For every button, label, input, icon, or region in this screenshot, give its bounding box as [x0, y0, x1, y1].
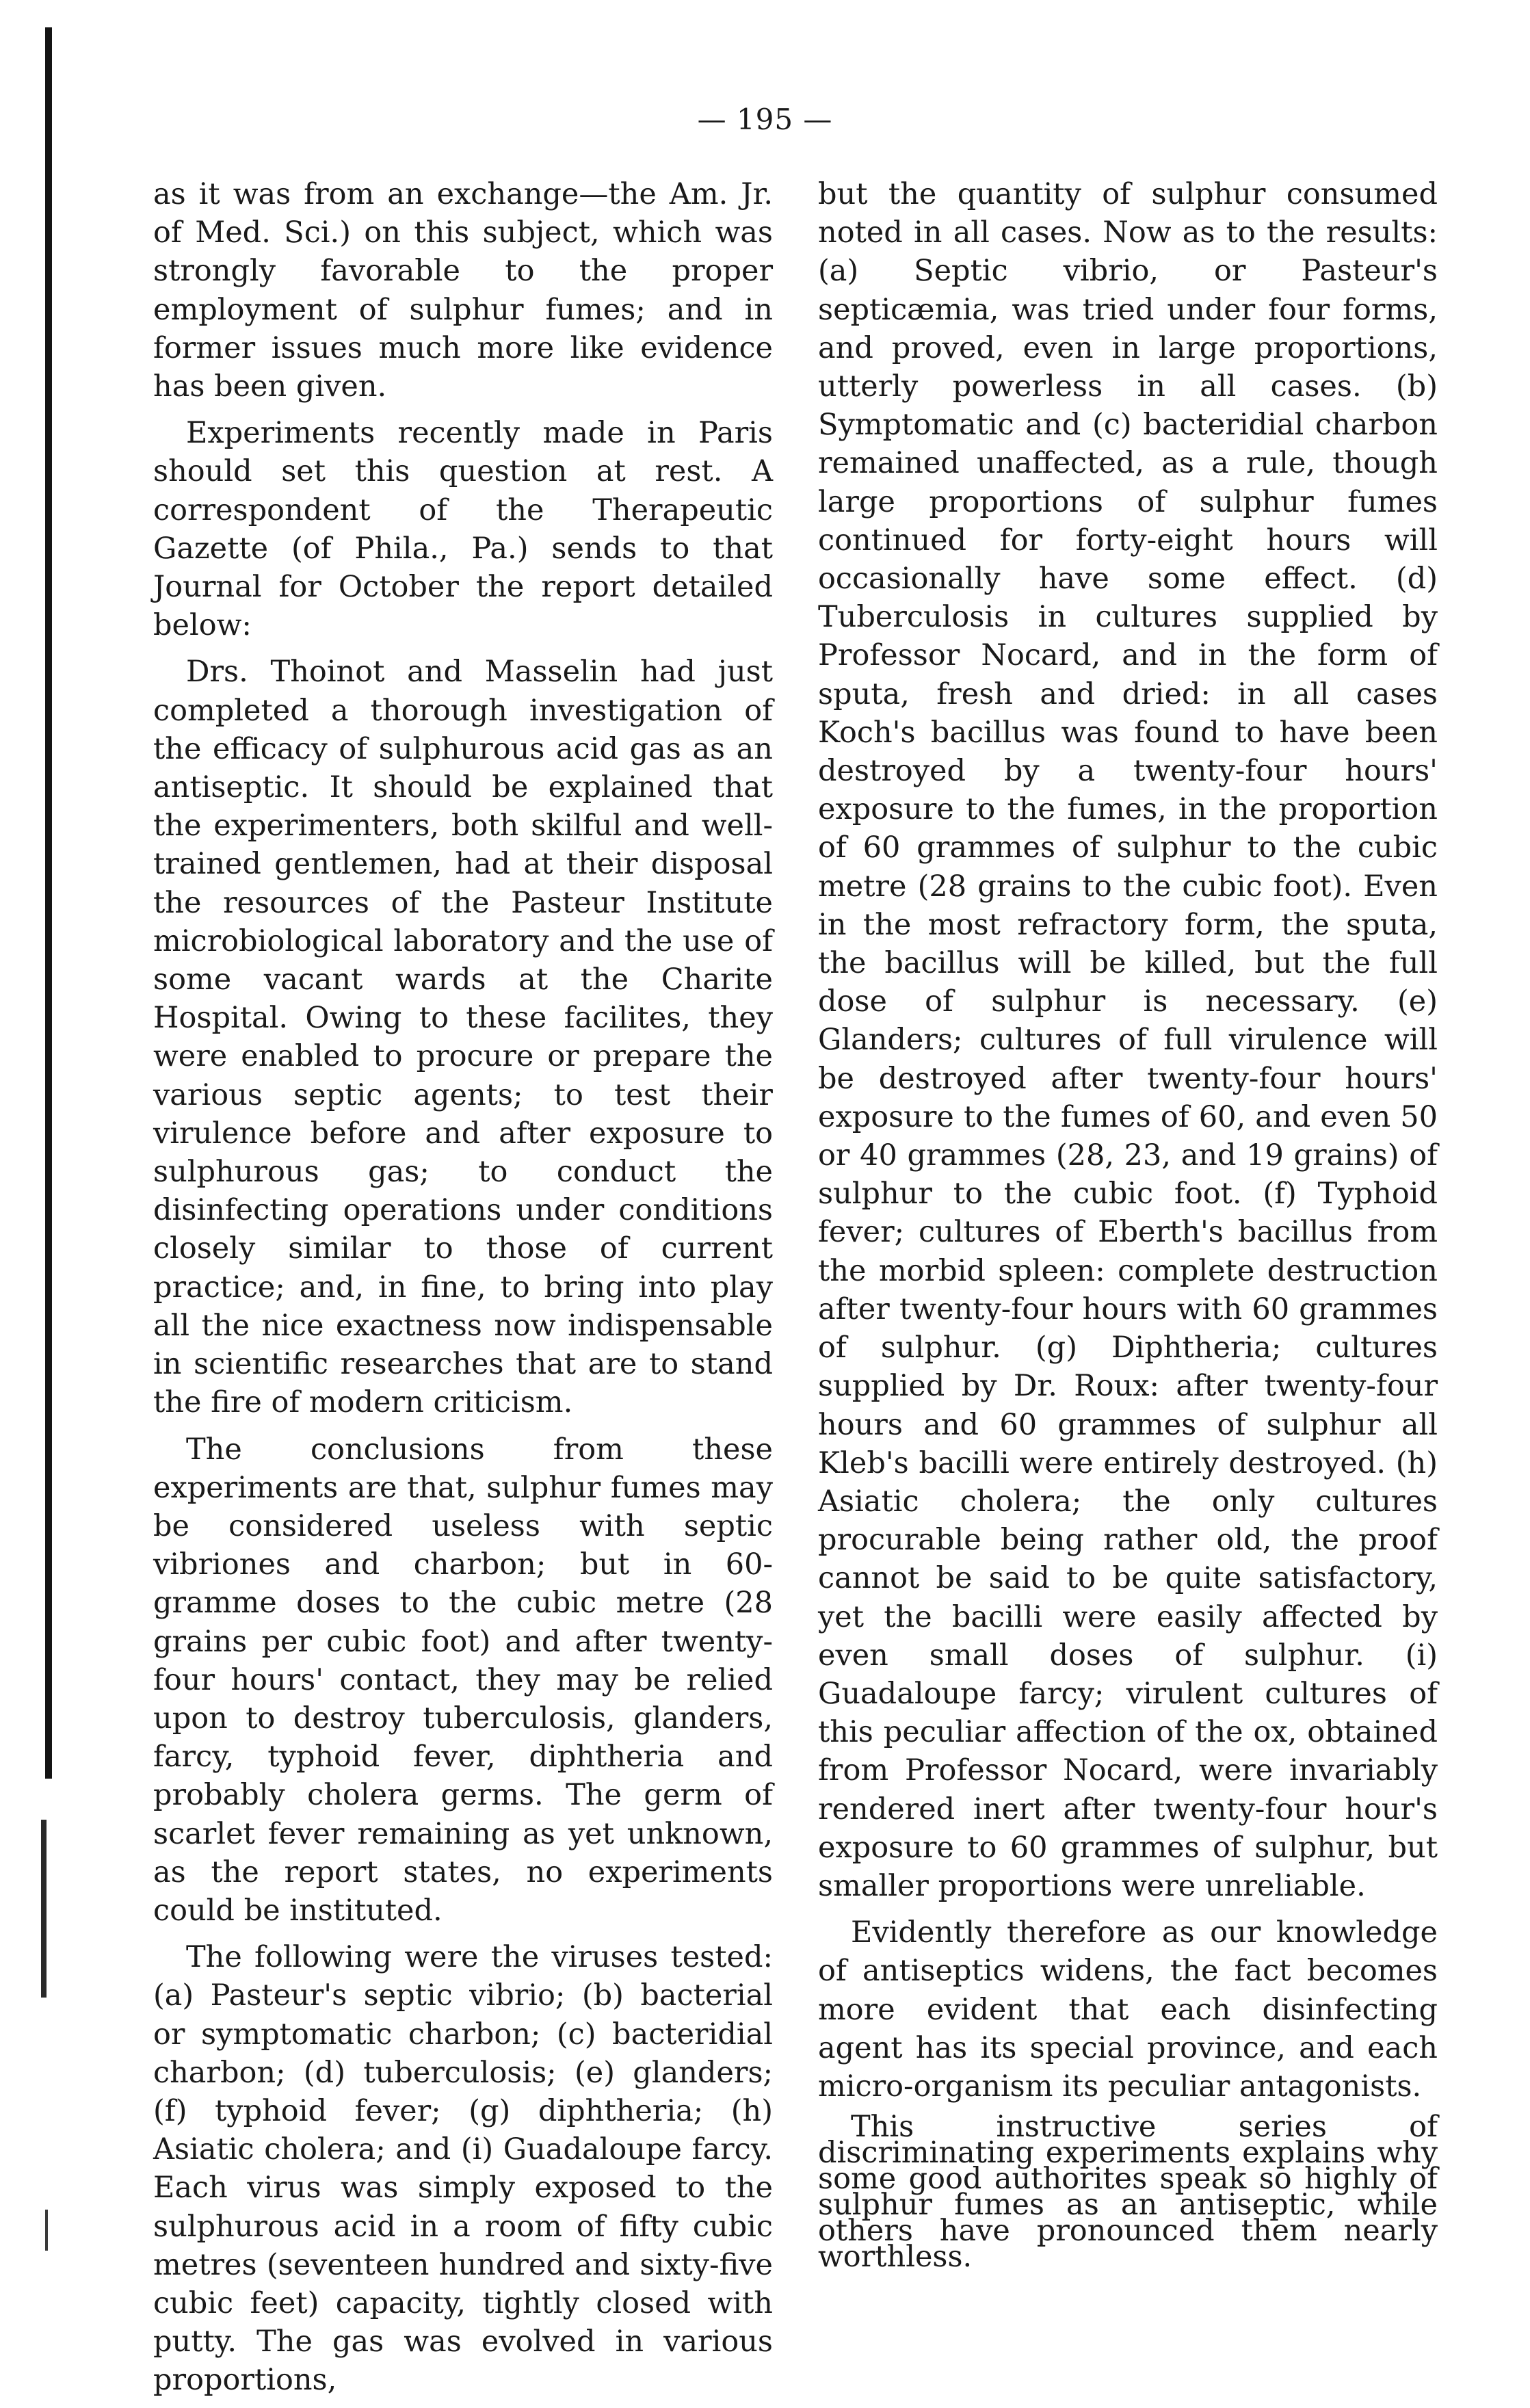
paragraph-paris-experiments: Experiments recently made in Paris should set this question at rest. A correspondent of the Therapeutic Gazette (of Phila., Pa.) sends to that Journal for October the report detailed below: [153, 416, 773, 643]
page-number: — 195 — [697, 103, 833, 136]
right-column [818, 175, 1438, 2278]
binding-edge-lower [41, 1820, 47, 1998]
paragraph-conclusions: The conclusions from these experiments are that, sulphur fumes may be considered useless with septic vibriones and charbon; but in 60-gramme doses to the cubic metre (28 grains per cubic foot) and after twenty-four hours' contact, they may be relied upon to destroy tuberculosis, glanders, farcy, typhoid fever, diphtheria and probably cholera germs. The germ of scarlet fever remaining as yet unknown, as the report states, no experiments could be instituted. [153, 1432, 773, 1928]
left-column [153, 175, 773, 2408]
paragraph-viruses-tested: The following were the viruses tested: (a) Pasteur's septic vibrio; (b) bacterial or symptomatic charbon; (c) bacteridial charbon; (d) tuberculosis; (e) glanders; (f) typhoid fever; (g) diphtheria; (h) Asiatic cholera; and (i) Guadaloupe farcy. Each virus was simply exposed to the sulphurous acid in a room of fifty cubic metres (seventeen hundred and sixty-five cubic feet) capacity, tightly closed with putty. The gas was evolved in various proportions, [153, 1940, 773, 2398]
paragraph-evidently: Evidently therefore as our knowledge of antiseptics widens, the fact becomes more evident that each disinfecting agent has its special province, and each micro-organism its peculiar antagonists. [818, 1915, 1438, 2104]
paragraph-continued: as it was from an exchange—the Am. Jr. of Med. Sci.) on this subject, which was strongly favorable to the proper employment of sulphur fumes; and in former issues much more like evidence has been given. [153, 177, 773, 404]
paragraph-results: but the quantity of sulphur consumed noted in all cases. Now as to the results: (a) Septic vibrio, or Pasteur's septicæmia, was tried under four forms, and proved, even in large proportions, utterly powerless in all cases. (b) Symptomatic and (c) bacteridial charbon remained unaffected, as a rule, though large proportions of sulphur fumes continued for forty-eight hours will occasionally have some effect. (d) Tuberculosis in cultures supplied by Professor Nocard, and in the form of sputa, fresh and dried: in all cases Koch's bacillus was found to have been destroyed by a twenty-four hours' exposure to the fumes, in the proportion of 60 grammes of sulphur to the cubic metre (28 grains to the cubic foot). Even in the most refractory form, the sputa, the bacillus will be killed, but the full dose of sulphur is necessary. (e) Glanders; cultures of full virulence will be destroyed after twenty-four hours' exposure to the fumes of 60, and even 50 or 40 grammes (28, 23, and 19 grains) of sulphur to the cubic foot. (f) Typhoid fever; cultures of Eberth's bacillus from the morbid spleen: complete destruction after twenty-four hours with 60 grammes of sulphur. (g) Diphtheria; cultures supplied by Dr. Roux: after twenty-four hours and 60 grammes of sulphur all Kleb's bacilli were entirely destroyed. (h) Asiatic cholera; the only cultures procurable being rather old, the proof cannot be said to be quite satisfactory, yet the bacilli were easily affected by even small doses of sulphur. (i) Guadaloupe farcy; virulent cultures of this peculiar affection of the ox, obtained from Professor Nocard, were invariably rendered inert after twenty-four hour's exposure to 60 grammes of sulphur, but smaller proportions were unreliable. [818, 177, 1438, 1903]
paragraph-instructive-series: This instructive series of discriminating experiments explains why some good authorites speak so highly of sulphur fumes as an antiseptic, while others have pronounced them nearly worthless. [818, 2110, 1438, 2275]
binding-edge [45, 27, 52, 1779]
binding-edge-tail [45, 2210, 48, 2251]
paragraph-thoinot-masselin: Drs. Thoinot and Masselin had just completed a thorough investigation of the efficacy of sulphurous acid gas as an antiseptic. It should be explained that the experimenters, both skilful and well-trained gentlemen, had at their disposal the resources of the Pasteur Institute microbiological laboratory and the use of some vacant wards at the Charite Hospital. Owing to these facilites, they were enabled to procure or prepare the various septic agents; to test their virulence before and after exposure to sulphurous gas; to conduct the disinfecting operations under conditions closely similar to those of current practice; and, in fine, to bring into play all the nice exactness now indispensable in scientific researches that are to stand the fire of modern criticism. [153, 655, 773, 1420]
